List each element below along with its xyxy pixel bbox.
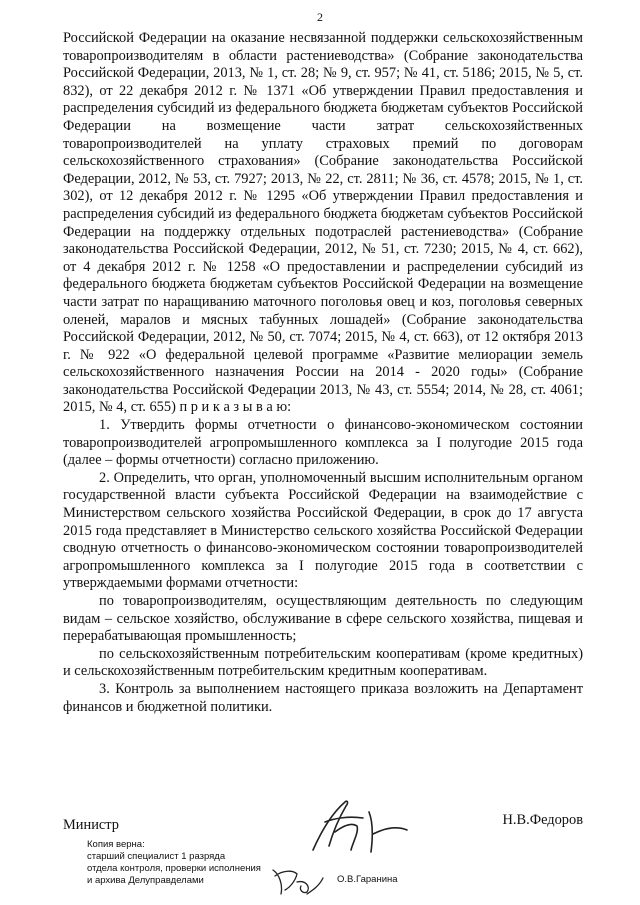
copy-signer-name: О.В.Гаранина [337, 874, 398, 885]
paragraph-item-2-producers: по товаропроизводителям, осуществляющим деятельность по следующим видам – сельское хозяйство, обслуживание в сфере сельского хозяйства, пищевая и перерабатывающая промышленность; [63, 593, 583, 645]
paragraph-item-3: 3. Контроль за выполнением настоящего приказа возложить на Департамент финансов и бюджетной политики. [63, 680, 583, 715]
copy-line: отдела контроля, проверки исполнения [87, 863, 261, 874]
paragraph-item-2: 2. Определить, что орган, уполномоченный высшим исполнительным органом государственной власти субъекта Российской Федерации на взаимодействие с Министерством сельского хозяйства Российской Федерации, в срок до 17 августа 2015 года представляет в Министерство сельского хозяйства Российской Федерации сводную отчетность о финансово-экономическом состоянии товаропроизводителей агропромышленного комплекса за I полугодие 2015 года в соответствии с утверждаемыми формами отчетности: [63, 469, 583, 592]
page-number: 2 [317, 10, 323, 24]
copy-signature-icon [267, 860, 327, 900]
copy-line: Копия верна: [87, 839, 145, 850]
minister-title: Министр [63, 817, 119, 833]
minister-name: Н.В.Федоров [502, 812, 583, 828]
paragraph-item-2-cooperatives: по сельскохозяйственным потребительским кооперативам (кроме кредитных) и сельскохозяйственным потребительским кредитным кооперативам. [63, 645, 583, 680]
signature-block [63, 812, 583, 902]
copy-certification [87, 839, 261, 887]
copy-line: и архива Делуправделами [87, 875, 204, 886]
paragraph-item-1: 1. Утвердить формы отчетности о финансово-экономическом состоянии товаропроизводителей агропромышленного комплекса за I полугодие 2015 года (далее – формы отчетности) согласно приложению. [63, 417, 583, 469]
document-body [63, 30, 583, 716]
copy-line: старший специалист 1 разряда [87, 851, 226, 862]
paragraph-legal-basis: Российской Федерации на оказание несвязанной поддержки сельскохозяйственным товаропроизводителям в области растениеводства» (Собрание законодательства Российской Федерации, 2013, № 1, ст. 28; № 9, ст. 957; № 41, ст. 5186; 2015, № 5, ст. 832), от 22 декабря 2012 г. № 1371 «Об утверждении Правил предоставления и распределения субсидий из федерального бюджета бюджетам субъектов Российской Федерации на возмещение части затрат сельскохозяйственных товаропроизводителей на уплату страховых премий по договорам сельскохозяйственного страхования» (Собрание законодательства Российской Федерации, 2012, № 53, ст. 7927; 2013, № 22, ст. 2811; № 36, ст. 4578; 2015, № 1, ст. 302), от 12 декабря 2012 г. № 1295 «Об утверждении Правил предоставления и распределения субсидий из федерального бюджета бюджетам субъектов Российской Федерации на поддержку отдельных подотраслей растениеводства» (Собрание законодательства Российской Федерации, 2012, № 51, ст. 7230; 2015, № 4, ст. 662), от 4 декабря 2012 г. № 1258 «О предоставлении и распределении субсидий из федерального бюджета бюджетам субъектов Российской Федерации на возмещение части затрат по наращиванию маточного поголовья овец и коз, поголовья северных оленей, маралов и мясных табунных лошадей» (Собрание законодательства Российской Федерации, 2012, № 50, ст. 7074; 2015, № 4, ст. 663), от 12 октября 2013 г. № 922 «О федеральной целевой программе «Развитие мелиорации земель сельскохозяйственного назначения России на 2014 - 2020 годы» (Собрание законодательства Российской Федерации 2013, № 43, ст. 5554; 2014, № 28, ст. 4061; 2015, № 4, ст. 655) п р и к а з ы в а ю: [63, 30, 583, 416]
minister-signature-icon [273, 792, 433, 862]
